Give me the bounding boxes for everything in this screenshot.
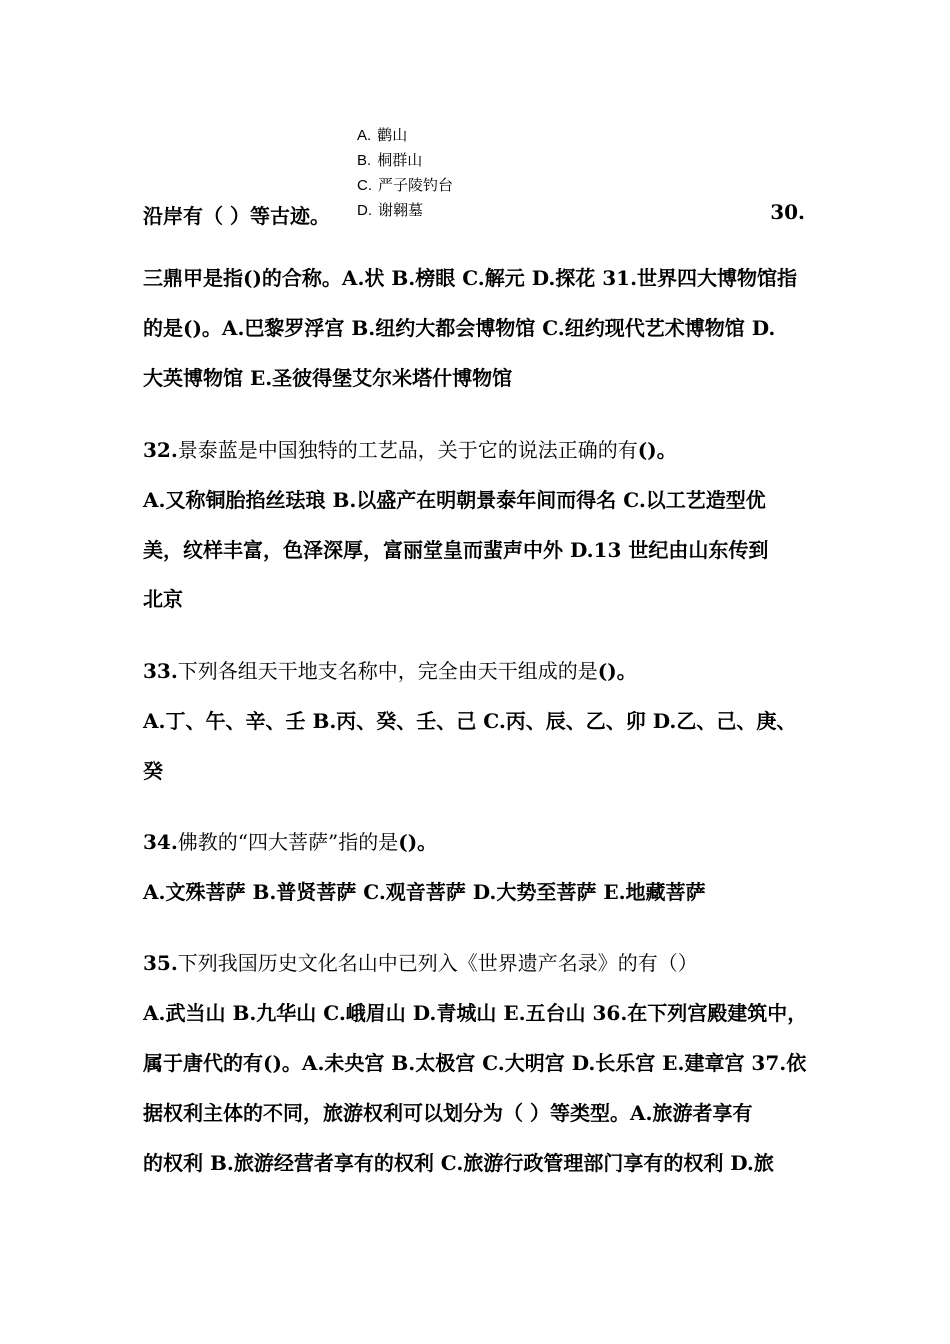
q34-stem: 34.佛教的“四大菩萨”指的是()。 xyxy=(143,830,438,854)
q34-answer-line: A.文殊菩萨 B.普贤菩萨 C.观音菩萨 D.大势至菩萨 E.地藏菩萨 xyxy=(143,880,706,904)
q35-answer-line: A.武当山 B.九华山 C.峨眉山 D.青城山 E.五台山 36.在下列宫殿建筑中， xyxy=(143,1001,808,1025)
q32-answer-line: A.又称铜胎掐丝珐琅 B.以盛产在明朝景泰年间而得名 C.以工艺造型优 xyxy=(143,488,766,512)
q35-answer-line: 的权利 B.旅游经营者享有的权利 C.旅游行政管理部门享有的权利 D.旅 xyxy=(143,1151,774,1175)
q33-answer-line: 癸 xyxy=(143,759,163,783)
q30-number: 30. xyxy=(770,200,805,224)
q29-stem-tail: 沿岸有（ ）等古迹。 xyxy=(143,204,330,228)
q32-answer-line: 北京 xyxy=(143,587,183,611)
option-d: D. 谢翱墓 xyxy=(357,201,424,219)
text-line-3: 大英博物馆 E.圣彼得堡艾尔米塔什博物馆 xyxy=(143,366,513,390)
q32-answer-line: 美，纹样丰富，色泽深厚，富丽堂皇而蜚声中外 D.13 世纪由山东传到 xyxy=(143,538,769,562)
q32-stem: 32.景泰蓝是中国独特的工艺品，关于它的说法正确的有()。 xyxy=(143,438,677,462)
text-line-1: 三鼎甲是指()的合称。A.状 B.榜眼 C.解元 D.探花 31.世界四大博物馆指 xyxy=(143,266,798,290)
option-b: B. 桐群山 xyxy=(357,151,423,169)
q33-answer-line: A.丁、午、辛、壬 B.丙、癸、壬、己 C.丙、辰、乙、卯 D.乙、己、庚、 xyxy=(143,709,797,733)
option-a: A. 鹳山 xyxy=(357,126,408,144)
q33-stem: 33.下列各组天干地支名称中，完全由天干组成的是()。 xyxy=(143,659,637,683)
q35-stem: 35.下列我国历史文化名山中已列入《世界遗产名录》的有（） xyxy=(143,951,698,975)
option-c: C. 严子陵钓台 xyxy=(357,176,454,194)
q29-options xyxy=(357,123,453,223)
q35-answer-line: 属于唐代的有()。A.未央宫 B.太极宫 C.大明宫 D.长乐宫 E.建章宫 37.依 xyxy=(143,1051,807,1075)
text-line-2: 的是()。A.巴黎罗浮宫 B.纽约大都会博物馆 C.纽约现代艺术博物馆 D. xyxy=(143,316,776,340)
q35-answer-line: 据权利主体的不同，旅游权利可以划分为（ ）等类型。A.旅游者享有 xyxy=(143,1101,753,1125)
